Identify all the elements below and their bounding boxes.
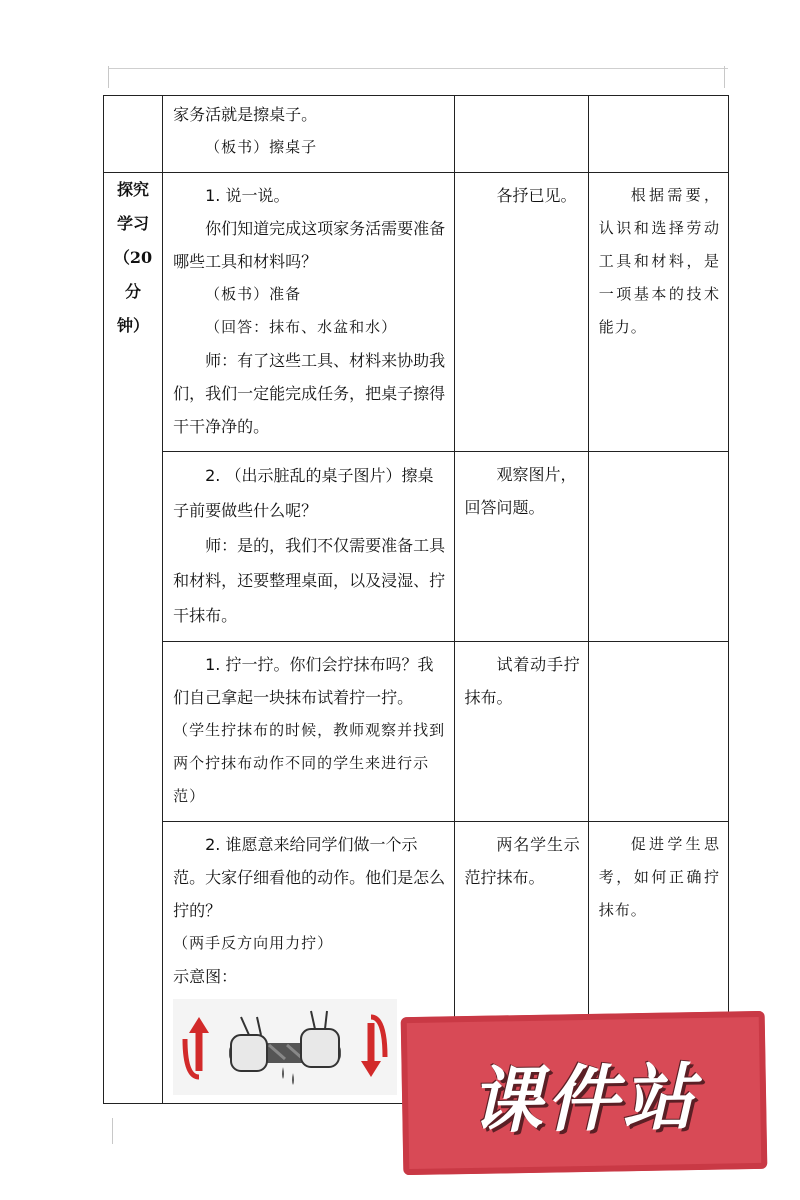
watermark-stamp [401,1011,768,1175]
blackboard-note: （板书）擦桌子 [205,138,318,156]
intent-cell [588,173,728,452]
content-text: 1. 说一说。 [205,186,290,205]
content-cell [163,642,454,822]
table-row [104,173,729,452]
arrow-down-head [361,1061,381,1077]
watermark-text: 课件站 [469,1055,699,1143]
table-row [104,642,729,822]
crop-mark [112,1118,113,1144]
student-text: 各抒已见。 [496,186,577,205]
content-cell [163,96,454,173]
answer-note: （回答：抹布、水盆和水） [205,318,398,336]
stage-label: 钟） [117,316,150,335]
student-cell [454,173,588,452]
intent-cell [588,452,728,642]
student-text: 两名学生示范拧抹布。 [464,835,580,887]
student-cell [454,96,588,173]
table-row [104,96,729,173]
table-row [104,452,729,642]
diagram-caption: 示意图： [173,967,238,986]
stage-label: 分 [125,282,142,301]
student-cell [454,452,588,642]
stage-label: 学习 [117,214,150,233]
content-text: 1. 拧一拧。你们会拧抹布吗？我们自己拿起一块抹布试着拧一拧。 [173,655,434,707]
content-cell [163,452,454,642]
content-cell [163,173,454,452]
lesson-plan-table [103,95,729,1104]
student-text: 观察图片，回答问题。 [464,465,577,517]
content-text: 师：有了这些工具、材料来协助我们，我们一定能完成任务，把桌子擦得干干净净的。 [173,351,446,436]
blackboard-note: （板书）准备 [205,285,302,303]
intent-cell [588,96,728,173]
content-text: 你们知道完成这项家务活需要准备哪些工具和材料吗？ [173,219,446,271]
answer-note: （两手反方向用力拧） [173,934,334,952]
stage-label: （20 [113,248,153,267]
student-cell [454,642,588,822]
crop-mark [108,66,109,88]
stage-cell [104,173,163,1104]
content-text: 2. 谁愿意来给同学们做一个示范。大家仔细看他的动作。他们是怎么拧的？ [173,835,446,920]
intent-text: 促进学生思考，如何正确拧抹布。 [598,835,720,919]
stage-cell-prev [104,96,163,173]
teacher-note: （学生拧抹布的时候，教师观察并找到两个拧抹布动作不同的学生来进行示范） [173,721,446,805]
wringing-diagram [173,999,397,1095]
stage-label: 探究 [117,180,150,199]
content-text: 师：是的，我们不仅需要准备工具和材料，还要整理桌面，以及浸湿、拧干抹布。 [173,536,446,625]
arrow-up-head [189,1017,209,1033]
student-text: 试着动手拧抹布。 [464,655,580,707]
header-rule [108,68,728,69]
crop-mark [724,66,725,88]
water-drop [282,1067,284,1079]
content-text: 2. （出示脏乱的桌子图片）擦桌子前要做些什么呢？ [173,466,434,520]
intent-text: 根据需要，认识和选择劳动工具和材料，是一项基本的技术能力。 [598,186,720,336]
wringing-cloth-illustration [173,999,397,1095]
left-hand [231,1035,267,1071]
content-text: 家务活就是擦桌子。 [173,105,318,124]
right-hand [301,1029,339,1067]
intent-cell [588,642,728,822]
